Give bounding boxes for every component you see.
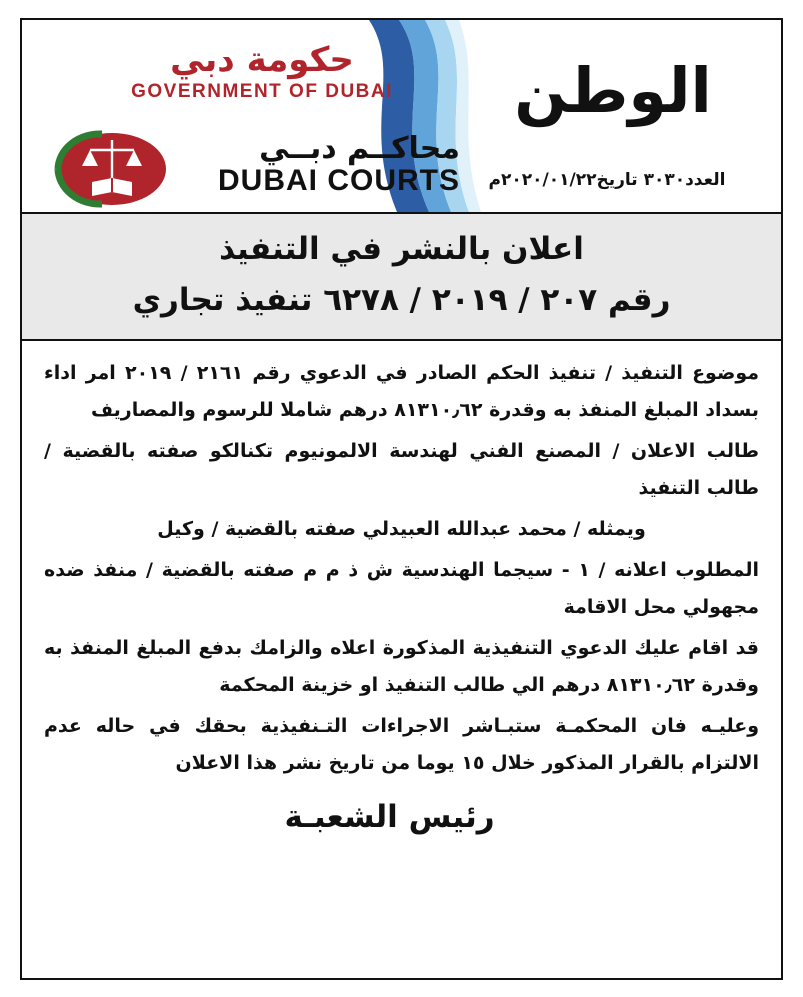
body-paragraph: وعليـه فان المحكمـة ستبـاشر الاجراءات التـنفيذية بحقك في حاله عدم الالتزام بالقرار المذكور خلال ١٥ يوما من تاريخ نشر هذا الاعلان [44, 715, 759, 775]
issue-date-line: العدد٣٠٣٠ تاريخ٢٠٢٠/٠١/٢٢م [488, 170, 726, 190]
dubai-courts-logo [170, 132, 460, 197]
masthead-title: الوطن [514, 54, 712, 127]
notice-title-band [22, 214, 781, 341]
body-paragraph: المطلوب اعلانه / ١ - سيجما الهندسية ش ذ م م صفته بالقضية / منفذ ضده مجهولي محل الاقامة [44, 559, 760, 619]
signature-line: رئيس الشعبـة [284, 798, 495, 835]
notice-body [22, 341, 781, 835]
government-logo-english: GOVERNMENT OF DUBAI [131, 81, 393, 103]
advertisement-header [22, 20, 781, 214]
body-paragraph: موضوع التنفيذ / تنفيذ الحكم الصادر في الدعوي رقم ٢١٦١ / ٢٠١٩ امر اداء بسداد المبلغ المنفذ به وقدرة ٨١٣١٠٫٦٢ درهم شاملا للرسوم والمصاريف [44, 362, 760, 422]
body-paragraph: طالب الاعلان / المصنع الفني لهندسة الالمونيوم تكنالكو صفته بالقضية / طالب التنفيذ [44, 440, 759, 500]
notice-title-line-2: رقم ٢٠٧ / ٢٠١٩ / ٦٢٧٨ تنفيذ تجاري [132, 281, 671, 318]
courts-logo-english: DUBAI COURTS [218, 164, 460, 197]
government-logo-arabic: حكومة دبي [170, 40, 354, 80]
courts-logo-arabic: محاكــم دبــي [259, 131, 460, 166]
legal-notice-advertisement [20, 18, 783, 980]
dubai-courts-emblem-icon [46, 128, 166, 210]
government-of-dubai-logo [62, 42, 462, 103]
newspaper-masthead [463, 54, 763, 127]
notice-title-line-1: اعلان بالنشر في التنفيذ [219, 231, 584, 267]
body-paragraph: ويمثله / محمد عبدالله العبيدلي صفته بالقضية / وكيل [157, 518, 646, 541]
body-paragraph: قد اقام عليك الدعوي التنفيذية المذكورة اعلاه والزامك بدفع المبلغ المنفذ به وقدرة ٨١٣١٠٫٦٢ درهم الي طالب التنفيذ او خزينة المحكمة [44, 637, 759, 697]
